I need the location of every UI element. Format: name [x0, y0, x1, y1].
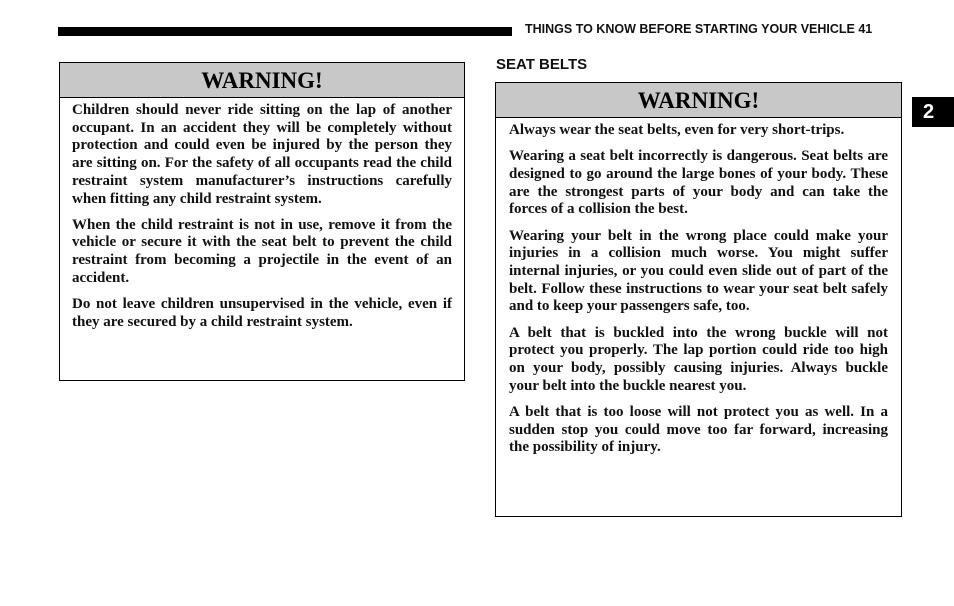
warning-body	[60, 98, 464, 331]
warning-title: WARNING!	[60, 63, 464, 98]
chapter-tab: 2	[912, 97, 954, 127]
running-header: THINGS TO KNOW BEFORE STARTING YOUR VEHICLE 41	[525, 22, 873, 36]
child-restraint-warning-box	[59, 62, 465, 381]
warning-paragraph: Children should never ride sitting on the lap of another occupant. In an accident they will be completely without protection and could even be injured by the person they are sitting on. For the safety of all occupants read the child restraint system manufacturer’s instructions carefully when fitting any child restraint system.	[72, 102, 452, 207]
warning-paragraph: Do not leave children unsupervised in the vehicle, even if they are secured by a child restraint system.	[72, 296, 452, 330]
seat-belt-warning-box	[495, 82, 902, 517]
header-rule	[58, 27, 512, 36]
warning-paragraph: Wearing a seat belt incorrectly is dangerous. Seat belts are designed to go around the large bones of your body. These are the strongest parts of your body and can take the forces of a collision the best.	[509, 148, 888, 218]
warning-paragraph: Always wear the seat belts, even for very short-trips.	[509, 122, 845, 138]
section-title: SEAT BELTS	[496, 56, 588, 73]
warning-paragraph: A belt that is too loose will not protect you as well. In a sudden stop you could move too far forward, increasing the possibility of injury.	[509, 403, 888, 456]
warning-paragraph: Wearing your belt in the wrong place could make your injuries in a collision much worse. You might suffer internal injuries, or you could even slide out of part of the belt. Follow these instructions to wear your seat belt safely and to keep your passengers safe, too.	[509, 227, 888, 315]
warning-body	[496, 118, 901, 457]
warning-paragraph: A belt that is buckled into the wrong buckle will not protect you properly. The lap portion could ride too high on your body, possibly causing injuries. Always buckle your belt into the buckle nearest you.	[509, 324, 888, 394]
warning-title: WARNING!	[496, 83, 901, 118]
warning-paragraph: When the child restraint is not in use, remove it from the vehicle or secure it with the seat belt to prevent the child restraint from becoming a projectile in the event of an accident.	[72, 216, 452, 286]
